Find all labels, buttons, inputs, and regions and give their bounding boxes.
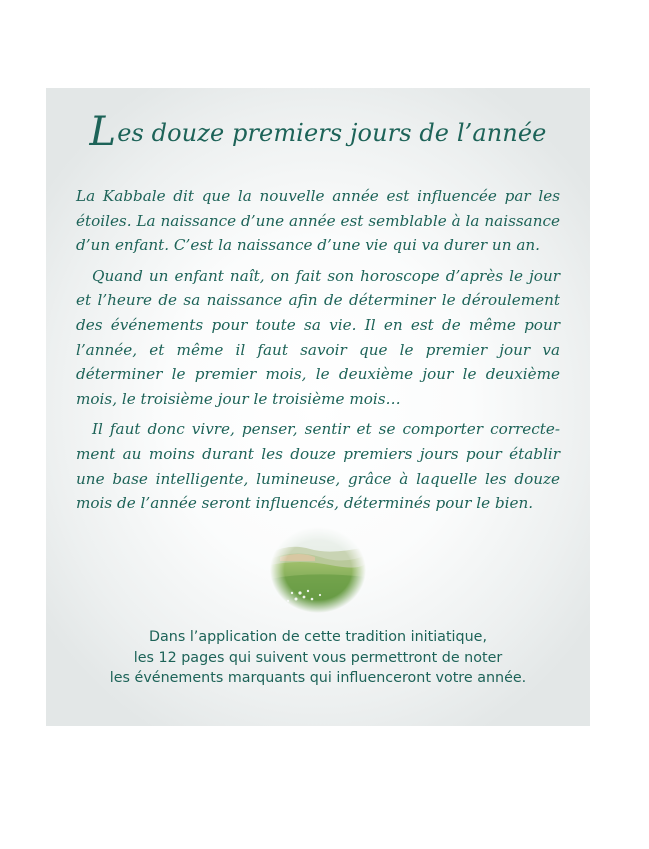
page-title xyxy=(46,108,590,155)
paragraph-3: Il faut donc vivre, penser, sentir et se comporter correctement au moins durant les douze premiers jours pour établir une base intelligente, lumineuse, grâce à laquelle les douze mois de l’année seront influencés, déterminés pour le bien. xyxy=(76,420,560,513)
page-panel xyxy=(46,88,590,726)
body-text xyxy=(76,184,560,522)
title-text: es douze premiers jours de l’année xyxy=(117,119,547,147)
footer-line-2: les 12 pages qui suivent vous permettront de noter xyxy=(133,649,503,666)
footer-note xyxy=(46,627,590,689)
paragraph-2: Quand un enfant naît, on fait son horoscope d’après le jour et l’heure de sa naissance afin de déterminer le déroulement des événements pour toute sa vie. Il en est de même pour l’année, et même il faut savoir que le premier jour va déterminer le premier mois, le deuxième jour le deuxième mois, le troisième jour le troisième mois… xyxy=(76,266,560,408)
paragraph-1: La Kabbale dit que la nouvelle année est influencée par les étoiles. La naissance d’une année est semblable à la naissance d’un enfant. C’est la naissance d’une vie qui va durer un an. xyxy=(76,187,560,255)
footer-line-1: Dans l’application de cette tradition initiatique, xyxy=(149,629,487,645)
meadow-landscape-image xyxy=(270,527,366,613)
title-initial: L xyxy=(89,109,117,155)
footer-line-3: les événements marquants qui influenceront votre année. xyxy=(109,670,527,686)
